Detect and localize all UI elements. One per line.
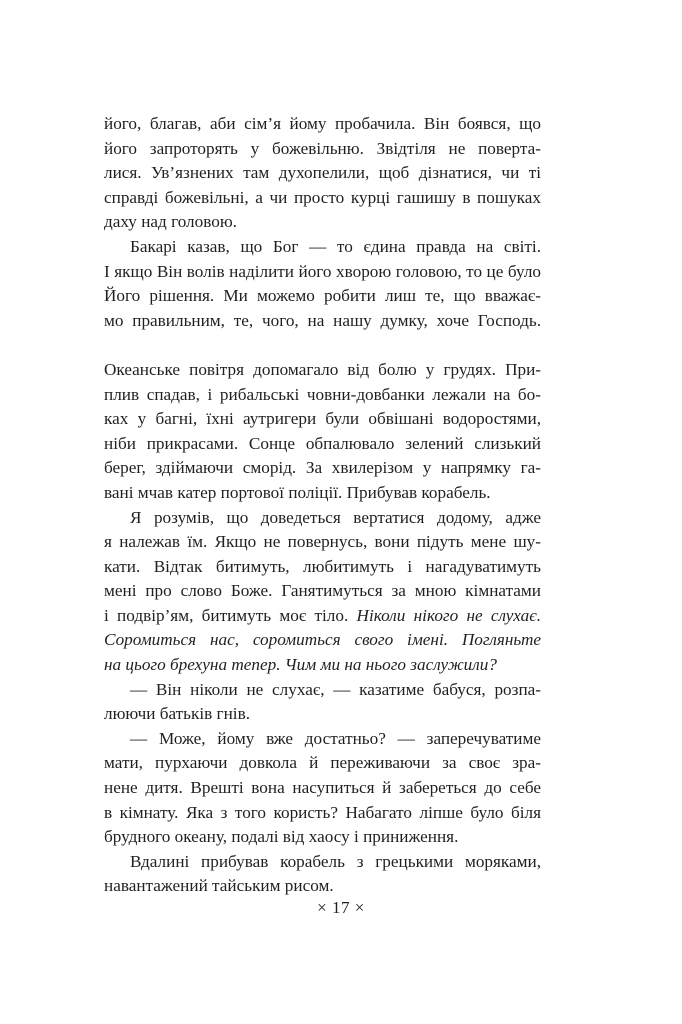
- text-line: його, благав, аби сім’я йому пробачила. Він боявся, що: [104, 114, 541, 133]
- dialogue-line: люючи батьків гнів.: [104, 704, 250, 724]
- page-number: × 17 ×: [317, 898, 365, 917]
- text-line: Його рішення. Ми можемо робити лиш те, що вважає-: [104, 286, 541, 306]
- section-break: [104, 333, 541, 358]
- text-line: вані мчав катер портової поліції. Прибував корабель.: [104, 482, 491, 502]
- text-line: мо правильним, те, чого, на нашу думку, хоче Господь.: [104, 310, 541, 330]
- text-line: справді божевільні, а чи просто курці гашишу в пошуках: [104, 187, 541, 207]
- text-line: даху над головою.: [104, 212, 237, 232]
- text-line: Я розумів, що доведеться вертатися додому, адже: [130, 507, 541, 527]
- text-line: брудного океану, подалі від хаосу і приниження.: [104, 827, 459, 847]
- text-line: плив спадав, і рибальські човни-довбанки лежали на бо-: [104, 384, 541, 404]
- text-line: мені про слово Боже. Ганятимуться за мною кімнатами: [104, 581, 541, 601]
- text-line: Бакарі казав, що Бог — то єдина правда на світі.: [130, 236, 541, 256]
- text-line: його запроторять у божевільню. Звідтіля не поверта-: [104, 138, 541, 158]
- text-line: кати. Відтак битимуть, любитимуть і нагадуватимуть: [104, 556, 541, 576]
- text-line: нене дитя. Врешті вона насупиться й забереться до себе: [104, 778, 541, 798]
- text-line: ніби прикрасами. Сонце обпалювало зелений слизький: [104, 433, 541, 453]
- italic-segment: Ніколи нікого не слухає.: [356, 605, 542, 625]
- italic-line: Соромиться нас, соромиться свого імені. Погляньте: [104, 630, 541, 650]
- text-line: навантажений тайським рисом.: [104, 876, 334, 896]
- text-line-mixed: [104, 604, 541, 629]
- text-line: я належав їм. Якщо не повернусь, вони підуть мене шу-: [104, 532, 541, 552]
- text-segment: і подвір’ям, битимуть моє тіло.: [104, 605, 349, 625]
- page-text: [104, 112, 541, 899]
- text-line: Вдалині прибував корабель з грецькими моряками,: [130, 851, 541, 871]
- text-line: в кімнату. Яка з того користь? Набагато ліпше було біля: [104, 802, 541, 822]
- dialogue-line: — Може, йому вже достатньо? — заперечуватиме: [130, 728, 541, 748]
- text-line: Океанське повітря допомагало від болю у грудях. При-: [104, 359, 541, 379]
- text-line: мати, пурхаючи довкола й переживаючи за своє зра-: [104, 753, 541, 773]
- italic-line: на цього брехуна тепер. Чим ми на нього заслужили?: [104, 655, 497, 675]
- dialogue-line: — Він ніколи не слухає, — казатиме бабуся, розпа-: [130, 679, 541, 699]
- text-line: берег, здіймаючи сморід. За хвилерізом у напрямку га-: [104, 458, 541, 478]
- text-line: І якщо Він волів наділити його хворою головою, то це було: [104, 261, 541, 281]
- text-line: ках у багні, їхні аутригери були обвішані водоростями,: [104, 409, 541, 429]
- text-line: лися. Ув’язнених там духопелили, щоб дізнатися, чи ті: [104, 163, 541, 183]
